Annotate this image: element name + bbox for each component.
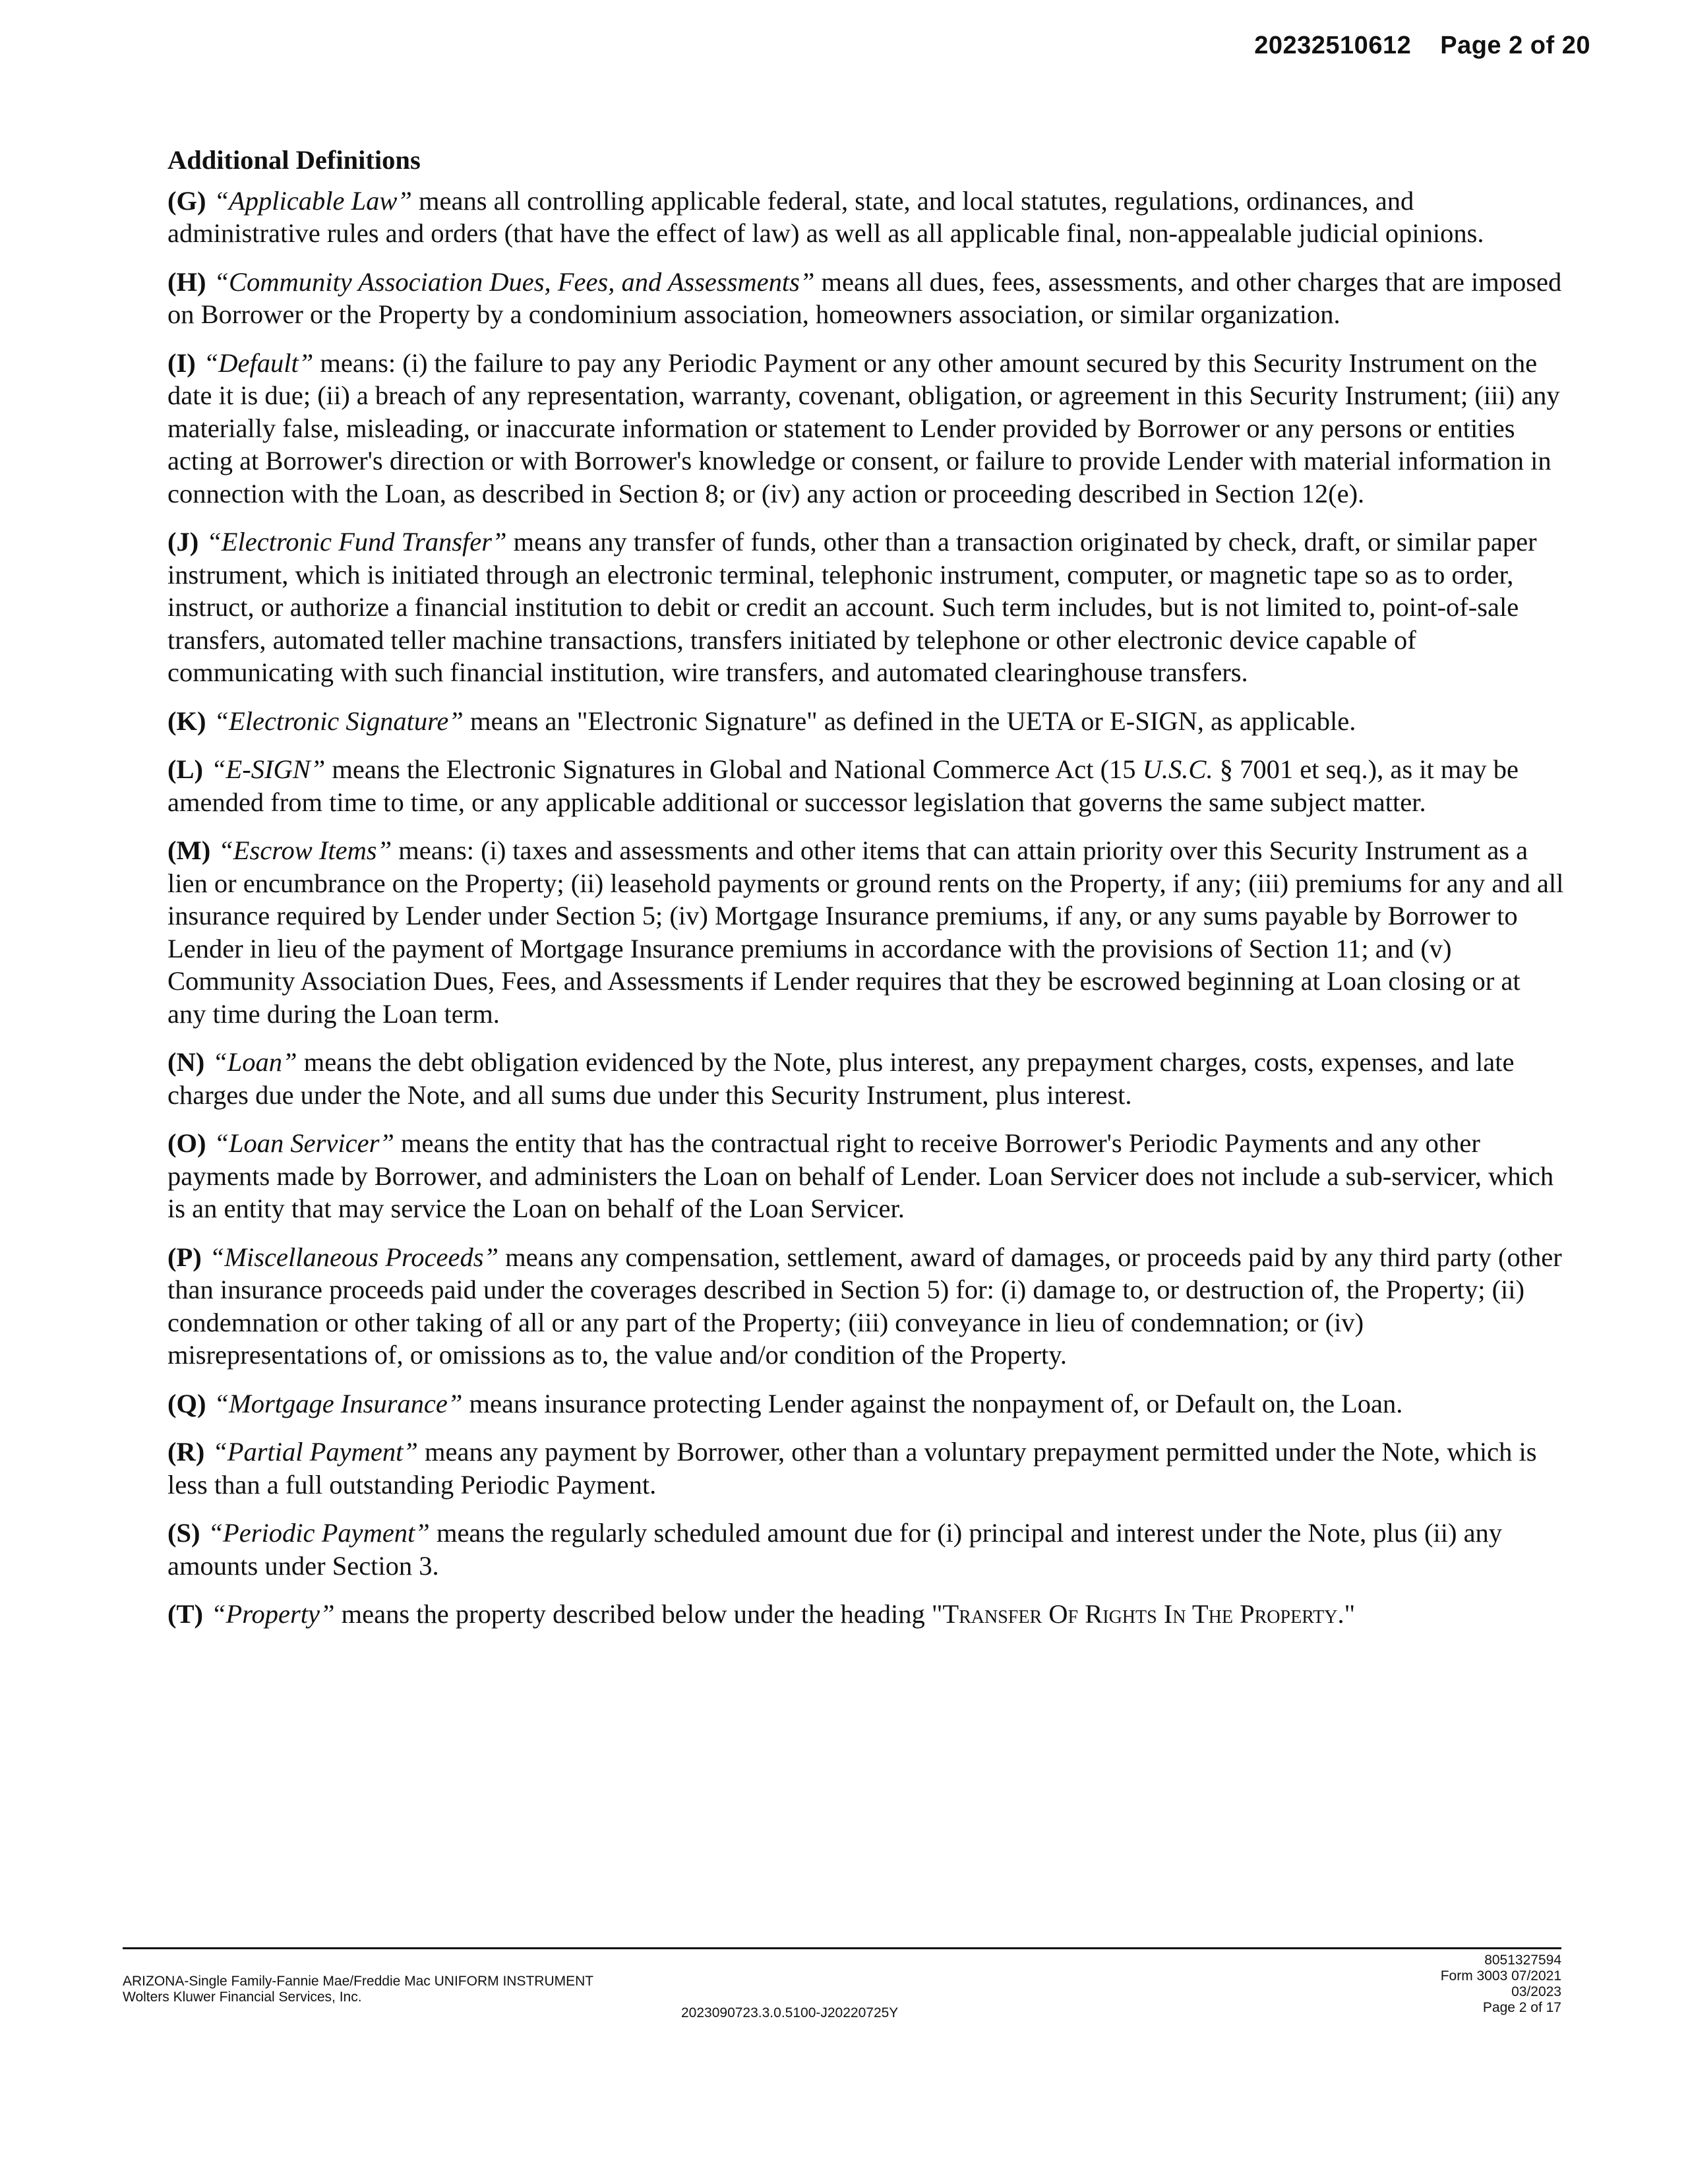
definition-term: “Applicable Law” <box>214 185 412 216</box>
document-stamp <box>1254 32 1590 60</box>
footer-document-code: 2023090723.3.0.5100-J20220725Y <box>681 2005 899 2020</box>
definition-term: “Electronic Signature” <box>214 706 464 736</box>
definition-text: means any compensation, settlement, award of damages, or proceeds paid by any third party (other than insurance proceeds paid under the coverages described in Section 5) for: (i) damage to, or destruction of, the Property; (ii) condemnation or other taking of all or any part of the Property; (iii) conveyance in lieu of condemnation; or (iv) misrepresentations of, or omissions as to, the value and/or condition of the Property. <box>167 1242 1562 1370</box>
footer-publisher: Wolters Kluwer Financial Services, Inc. <box>123 1989 362 2005</box>
definition-letter: (P) <box>167 1242 202 1272</box>
footer-form-date: 03/2023 <box>1511 1984 1561 1999</box>
heading-reference: Transfer Of Rights In The Property <box>942 1599 1338 1629</box>
definition-text: ." <box>1337 1599 1356 1629</box>
definition-paragraph <box>167 1436 1565 1501</box>
page-indicator: Page 2 of 20 <box>1440 32 1590 59</box>
document-body <box>167 144 1565 1647</box>
definition-text: means: (i) the failure to pay any Periodic Payment or any other amount secured by this Security Instrument on the date it is due; (ii) a breach of any representation, warranty, covenant, obligation, or agreement in this Security Instrument; (iii) any materially false, misleading, or inaccurate information or statement to Lender provided by Borrower or any persons or entities acting at Borrower's direction or with Borrower's knowledge or consent, or failure to provide Lender with material information in connection with the Loan, as described in Section 8; or (iv) any action or proceeding described in Section 12(e). <box>167 348 1560 508</box>
definition-letter: (M) <box>167 835 211 865</box>
definition-letter: (S) <box>167 1518 200 1548</box>
definition-text: means the regularly scheduled amount due for (i) principal and interest under the Note, plus (ii) any amounts under Section 3. <box>167 1518 1503 1581</box>
definition-letter: (N) <box>167 1047 205 1077</box>
definition-paragraph <box>167 1598 1565 1631</box>
definition-letter: (R) <box>167 1437 205 1467</box>
definition-letter: (G) <box>167 185 206 216</box>
definition-letter: (L) <box>167 754 203 784</box>
definition-paragraph <box>167 1046 1565 1111</box>
definition-text: means all controlling applicable federal, state, and local statutes, regulations, ordinances, and administrative rules and orders (that have the effect of law) as well as all applicable final, non-appealable judicial opinions. <box>167 185 1484 248</box>
footer-form-info <box>123 1974 593 2005</box>
footer-divider <box>123 1947 1561 1949</box>
definition-text: means the Electronic Signatures in Global and National Commerce Act (15 <box>325 754 1143 784</box>
definition-term: “Periodic Payment” <box>208 1518 430 1548</box>
definition-text: means an "Electronic Signature" as defined in the UETA or E-SIGN, as applicable. <box>463 706 1356 736</box>
footer-form-number: Form 3003 07/2021 <box>1440 1968 1561 1984</box>
definition-paragraph <box>167 1387 1565 1420</box>
definition-text: means all dues, fees, assessments, and other charges that are imposed on Borrower or the Property by a condominium association, homeowners association, or similar organization. <box>167 266 1562 329</box>
definition-letter: (I) <box>167 348 196 378</box>
definition-letter: (J) <box>167 527 199 557</box>
definition-term: “Default” <box>203 348 314 378</box>
definition-text: means any transfer of funds, other than a transaction originated by check, draft, or similar paper instrument, which is initiated through an electronic terminal, telephonic instrument, computer, or magnetic tape so as to order, instruct, or authorize a financial institution to debit or credit an account. Such term includes, but is not limited to, point-of-sale transfers, automated teller machine transactions, transfers initiated by telephone or other electronic device capable of communicating with such financial institution, wire transfers, and automated clearinghouse transfers. <box>167 527 1537 687</box>
definition-paragraph <box>167 834 1565 1030</box>
footer-form-title: ARIZONA-Single Family-Fannie Mae/Freddie Mac UNIFORM INSTRUMENT <box>123 1974 594 1989</box>
definition-letter: (H) <box>167 266 206 297</box>
definition-text: means insurance protecting Lender against the nonpayment of, or Default on, the Loan. <box>462 1388 1403 1418</box>
footer-form-ids <box>1441 1953 1561 2016</box>
definition-letter: (T) <box>167 1599 203 1629</box>
definition-paragraph <box>167 1127 1565 1225</box>
definition-paragraph <box>167 266 1565 331</box>
statute-reference: U.S.C. <box>1142 754 1213 784</box>
definition-term: “Property” <box>211 1599 335 1629</box>
definition-paragraph <box>167 705 1565 738</box>
definition-paragraph <box>167 185 1565 250</box>
definition-letter: (Q) <box>167 1388 206 1418</box>
definition-letter: (O) <box>167 1128 206 1158</box>
definition-paragraph <box>167 347 1565 510</box>
document-number: 20232510612 <box>1254 32 1412 59</box>
definition-term: “Mortgage Insurance” <box>214 1388 463 1418</box>
definition-term: “E-SIGN” <box>211 754 326 784</box>
definition-text: means the debt obligation evidenced by the Note, plus interest, any prepayment charges, costs, expenses, and late charges due under the Note, and all sums due under this Security Instrument, plus interest. <box>167 1047 1515 1110</box>
definition-text: means the entity that has the contractual right to receive Borrower's Periodic Payments and any other payments made by Borrower, and administers the Loan on behalf of Lender. Loan Servicer does not include a sub-servicer, which is an entity that may service the Loan on behalf of the Loan Servicer. <box>167 1128 1554 1223</box>
definition-paragraph <box>167 753 1565 818</box>
definition-letter: (K) <box>167 706 206 736</box>
definition-term: “Loan Servicer” <box>214 1128 394 1158</box>
definition-term: “Electronic Fund Transfer” <box>206 527 507 557</box>
definition-paragraph <box>167 526 1565 689</box>
definitions-list <box>167 185 1565 1631</box>
definition-term: “Loan” <box>212 1047 297 1077</box>
section-title: Additional Definitions <box>167 145 421 175</box>
definition-text: means any payment by Borrower, other than a voluntary prepayment permitted under the Note, which is less than a full outstanding Periodic Payment. <box>167 1437 1537 1500</box>
footer-page-number: Page 2 of 17 <box>1482 2000 1561 2015</box>
footer-loan-number: 8051327594 <box>1484 1953 1561 1968</box>
definition-term: “Escrow Items” <box>218 835 392 865</box>
definition-term: “Community Association Dues, Fees, and Assessments” <box>214 266 815 297</box>
definition-text: means the property described below under the heading " <box>334 1599 943 1629</box>
definition-term: “Partial Payment” <box>212 1437 418 1467</box>
definition-paragraph <box>167 1241 1565 1372</box>
definition-text: means: (i) taxes and assessments and other items that can attain priority over this Security Instrument as a lien or encumbrance on the Property; (ii) leasehold payments or ground rents on the Property, if any; (iii) premiums for any and all insurance required by Lender under Section 5; (iv) Mortgage Insurance premiums, if any, or any sums payable by Borrower to Lender in lieu of the payment of Mortgage Insurance premiums in accordance with the provisions of Section 11; and (v) Community Association Dues, Fees, and Assessments if Lender requires that they be escrowed beginning at Loan closing or at any time during the Loan term. <box>167 835 1564 1029</box>
definition-text: § 7001 et seq.), as it may be amended from time to time, or any applicable additional or successor legislation that governs the same subject matter. <box>167 754 1519 817</box>
definition-term: “Miscellaneous Proceeds” <box>209 1242 499 1272</box>
definition-paragraph <box>167 1517 1565 1582</box>
